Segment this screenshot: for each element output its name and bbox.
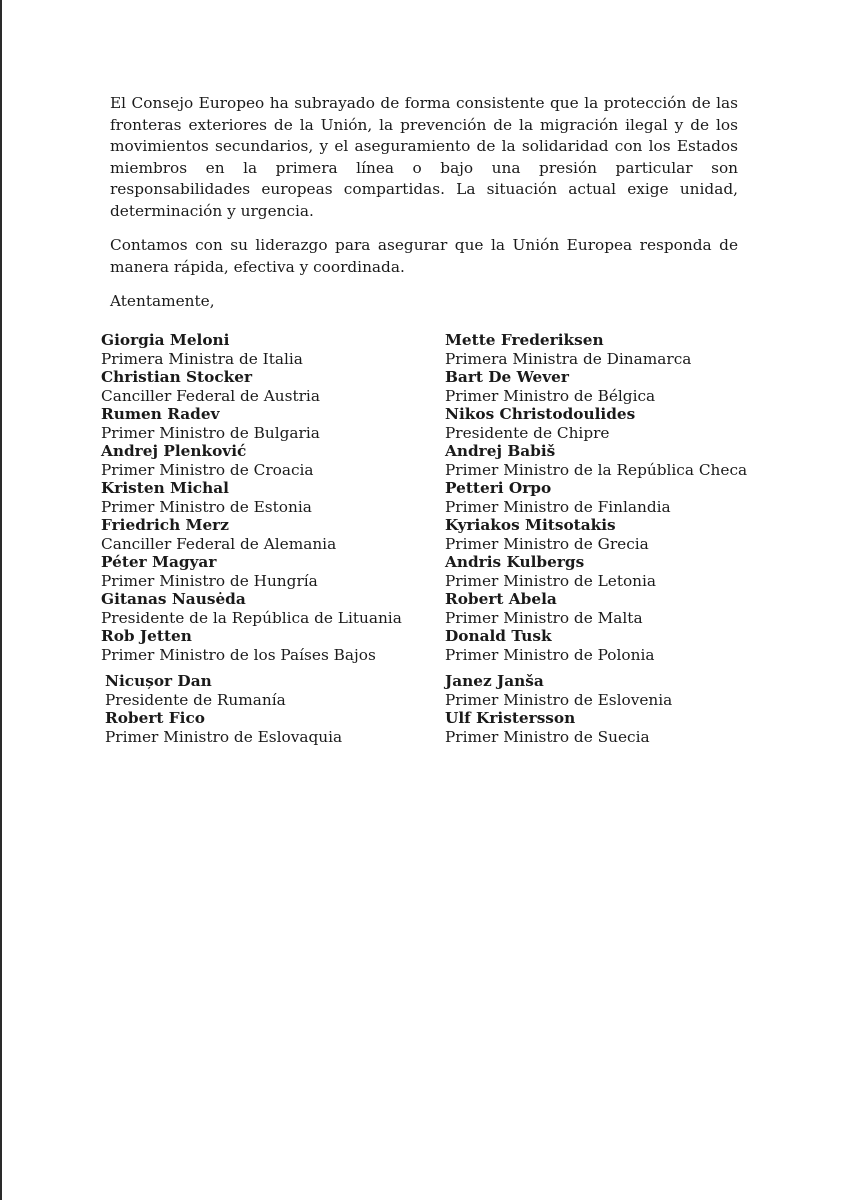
signatory-name: Kyriakos Mitsotakis <box>445 516 616 534</box>
signatory <box>445 442 747 479</box>
signatory-name: Donald Tusk <box>445 627 552 645</box>
signatory-title: Presidente de Chipre <box>445 423 610 442</box>
signatory-title: Primer Ministro de Eslovenia <box>445 690 673 709</box>
signatory-title: Primera Ministra de Italia <box>101 349 303 368</box>
signatory-title: Primer Ministro de Grecia <box>445 534 649 553</box>
signatory <box>101 405 402 442</box>
signatories-right-column <box>445 331 747 664</box>
signatory-title: Canciller Federal de Alemania <box>101 534 337 553</box>
signatory-title: Primera Ministra de Dinamarca <box>445 349 692 368</box>
signatory <box>445 709 672 746</box>
signatory-name: Friedrich Merz <box>101 516 229 534</box>
signatory <box>445 590 747 627</box>
signatory-title: Primer Ministro de Hungría <box>101 571 318 590</box>
signatory-name: Péter Magyar <box>101 553 217 571</box>
signatory-title: Primer Ministro de los Países Bajos <box>101 645 376 664</box>
signatory <box>445 516 747 553</box>
signatories-left-column <box>101 331 402 664</box>
signatories-left-lower-column <box>105 672 342 746</box>
signatory <box>445 368 747 405</box>
signatory-title: Primer Ministro de Estonia <box>101 497 312 516</box>
signatory <box>101 479 402 516</box>
paragraph-leadership: Contamos con su liderazgo para asegurar que la Unión Europea responda de manera rápida, efectiva y coordinada. <box>110 236 738 276</box>
signatory <box>101 516 402 553</box>
signatory <box>445 479 747 516</box>
signatory-name: Mette Frederiksen <box>445 331 604 349</box>
signatory <box>445 627 747 664</box>
signatory-name: Andris Kulbergs <box>445 553 585 571</box>
signatory <box>445 405 747 442</box>
signatory <box>105 709 342 746</box>
signatory-name: Giorgia Meloni <box>101 331 230 349</box>
signatory-name: Nicușor Dan <box>105 672 212 690</box>
signatory-name: Andrej Plenković <box>101 442 247 460</box>
signatory-title: Primer Ministro de Suecia <box>445 727 650 746</box>
signatory-name: Bart De Wever <box>445 368 569 386</box>
signatory-title: Primer Ministro de Polonia <box>445 645 655 664</box>
paragraph-responsibilities: El Consejo Europeo ha subrayado de forma consistente que la protección de las fronteras exteriores de la Unión, la prevención de la migración ilegal y de los movimientos secundarios, y el aseguramiento de la solidaridad con los Estados miembros en la primera línea o bajo una presión particular son responsabilidades europeas compartidas. La situación actual exige unidad, determinación y urgencia. <box>110 94 738 220</box>
signatory-title: Primer Ministro de Eslovaquia <box>105 727 343 746</box>
signatory-name: Petteri Orpo <box>445 479 552 497</box>
signatory-title: Primer Ministro de Letonia <box>445 571 657 590</box>
signatory-title: Primer Ministro de Malta <box>445 608 643 627</box>
signatory-name: Rob Jetten <box>101 627 192 645</box>
signatory <box>101 442 402 479</box>
signatory-name: Kristen Michal <box>101 479 229 497</box>
signatory <box>445 553 747 590</box>
signatory-title: Primer Ministro de Bulgaria <box>101 423 320 442</box>
signatory-title: Canciller Federal de Austria <box>101 386 320 405</box>
signatory <box>101 590 402 627</box>
signatory <box>445 672 672 709</box>
signatory-name: Robert Fico <box>105 709 205 727</box>
signatory <box>445 331 747 368</box>
signatory-title: Primer Ministro de Croacia <box>101 460 314 479</box>
signatory-name: Andrej Babiš <box>445 442 556 460</box>
signatory-name: Robert Abela <box>445 590 557 608</box>
signatory-title: Primer Ministro de la República Checa <box>445 460 748 479</box>
signatory <box>101 627 402 664</box>
signatory-title: Primer Ministro de Bélgica <box>445 386 656 405</box>
signatory-title: Presidente de la República de Lituania <box>101 608 402 627</box>
signatories-right-lower-column <box>445 672 672 746</box>
signatory <box>105 672 342 709</box>
signatory-name: Ulf Kristersson <box>445 709 576 727</box>
signatory-title: Primer Ministro de Finlandia <box>445 497 671 516</box>
signatory-name: Christian Stocker <box>101 368 253 386</box>
signatory <box>101 368 402 405</box>
signatory-name: Janez Janša <box>445 672 544 690</box>
letter-body <box>110 93 738 313</box>
signatory <box>101 553 402 590</box>
signatory-name: Gitanas Nausėda <box>101 590 246 608</box>
signatory-title: Presidente de Rumanía <box>105 690 286 709</box>
signatory-name: Rumen Radev <box>101 405 220 423</box>
closing-salutation: Atentamente, <box>110 292 215 310</box>
page-left-edge <box>0 0 2 1200</box>
signatory-name: Nikos Christodoulides <box>445 405 636 423</box>
signatory <box>101 331 402 368</box>
